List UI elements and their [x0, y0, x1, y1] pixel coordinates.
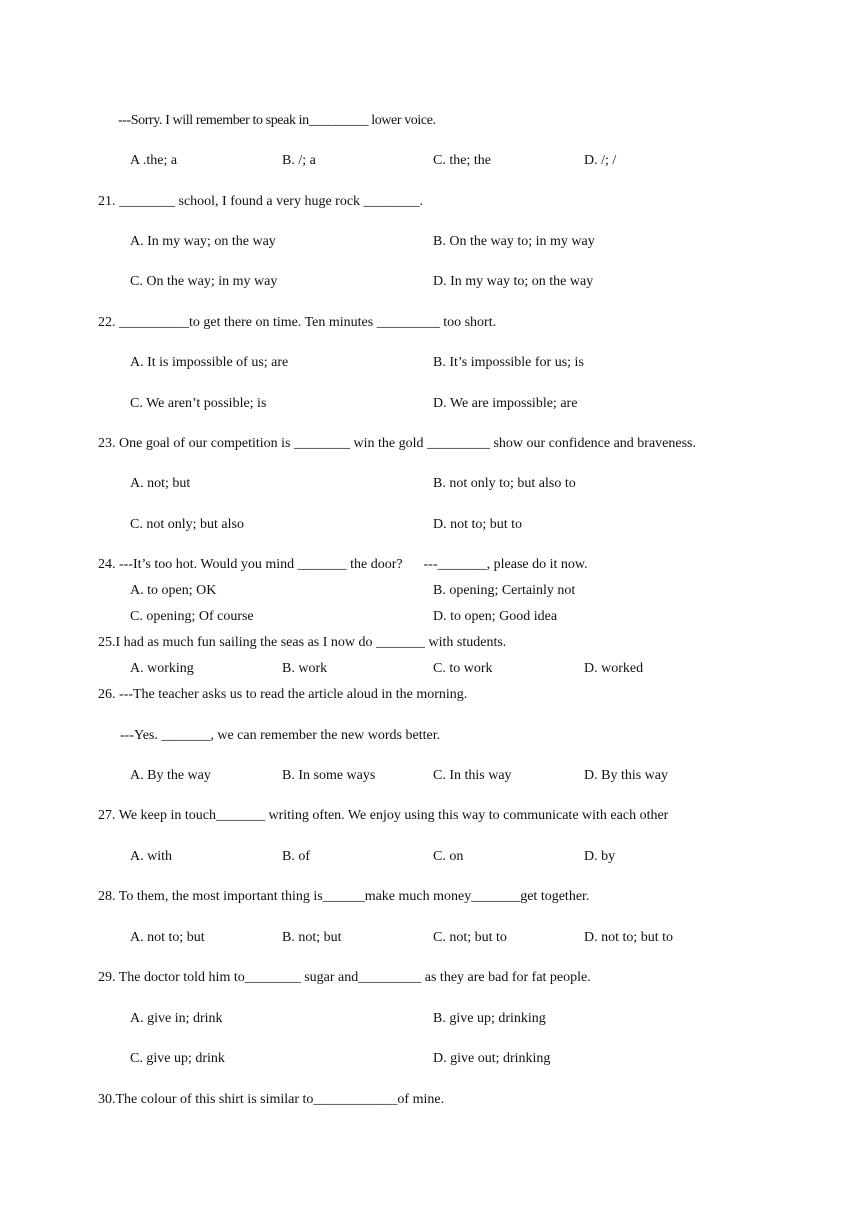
option-d: D. worked	[584, 661, 644, 676]
option-b: B. It’s impossible for us; is	[433, 355, 584, 370]
option-d: D. By this way	[584, 768, 668, 783]
option-a: A. not to; but	[130, 930, 205, 945]
option-a: A. working	[130, 661, 194, 676]
option-a: A. In my way; on the way	[130, 234, 276, 249]
option-b: B. give up; drinking	[433, 1011, 546, 1026]
question-stem: 22. __________to get there on time. Ten minutes _________ too short.	[98, 315, 497, 330]
option-c: C. not only; but also	[130, 517, 244, 532]
option-b: B. On the way to; in my way	[433, 234, 595, 249]
option-a: A. to open; OK	[130, 583, 217, 598]
option-b: B. work	[282, 661, 328, 676]
option-a: A. with	[130, 849, 172, 864]
option-d: D. /; /	[584, 153, 617, 168]
option-b: B. not; but	[282, 930, 342, 945]
option-c: C. opening; Of course	[130, 609, 254, 624]
question-stem: 24. ---It’s too hot. Would you mind _______ the door? ---_______, please do it now.	[98, 557, 588, 572]
question-stem: 23. One goal of our competition is ________ win the gold _________ show our confidence and braveness.	[98, 436, 697, 451]
question-stem: 21. ________ school, I found a very huge rock ________.	[98, 194, 424, 209]
question-stem: 30.The colour of this shirt is similar to____________of mine.	[98, 1092, 445, 1107]
option-a: A. not; but	[130, 476, 191, 491]
option-d: D. give out; drinking	[433, 1051, 551, 1066]
option-b: B. of	[282, 849, 310, 864]
option-d: D. not to; but to	[584, 930, 674, 945]
option-d: D. by	[584, 849, 616, 864]
option-c: C. In this way	[433, 768, 512, 783]
option-b: B. /; a	[282, 153, 316, 168]
question-stem: 28. To them, the most important thing is______make much money_______get together.	[98, 889, 590, 904]
option-c: C. the; the	[433, 153, 491, 168]
question-stem: 25.I had as much fun sailing the seas as I now do _______ with students.	[98, 635, 507, 650]
option-c: C. not; but to	[433, 930, 507, 945]
option-a: A. By the way	[130, 768, 211, 783]
option-d: D. not to; but to	[433, 517, 523, 532]
question-stem: 29. The doctor told him to________ sugar and_________ as they are bad for fat people.	[98, 970, 591, 985]
option-a: A. It is impossible of us; are	[130, 355, 289, 370]
question-stem: 27. We keep in touch_______ writing often. We enjoy using this way to communicate with each other	[98, 808, 669, 823]
option-c: C. on	[433, 849, 464, 864]
option-b: B. In some ways	[282, 768, 376, 783]
dialogue-line: ---Yes. _______, we can remember the new words better.	[120, 728, 441, 743]
option-c: C. give up; drink	[130, 1051, 225, 1066]
dialogue-line: ---Sorry. I will remember to speak in_________ lower voice.	[118, 113, 436, 128]
option-d: D. We are impossible; are	[433, 396, 578, 411]
option-c: C. We aren’t possible; is	[130, 396, 267, 411]
question-stem: 26. ---The teacher asks us to read the article aloud in the morning.	[98, 687, 468, 702]
option-c: C. On the way; in my way	[130, 274, 278, 289]
option-c: C. to work	[433, 661, 493, 676]
option-b: B. not only to; but also to	[433, 476, 576, 491]
option-a: A. give in; drink	[130, 1011, 223, 1026]
option-d: D. to open; Good idea	[433, 609, 558, 624]
option-a: A .the; a	[130, 153, 178, 168]
option-b: B. opening; Certainly not	[433, 583, 576, 598]
option-d: D. In my way to; on the way	[433, 274, 594, 289]
